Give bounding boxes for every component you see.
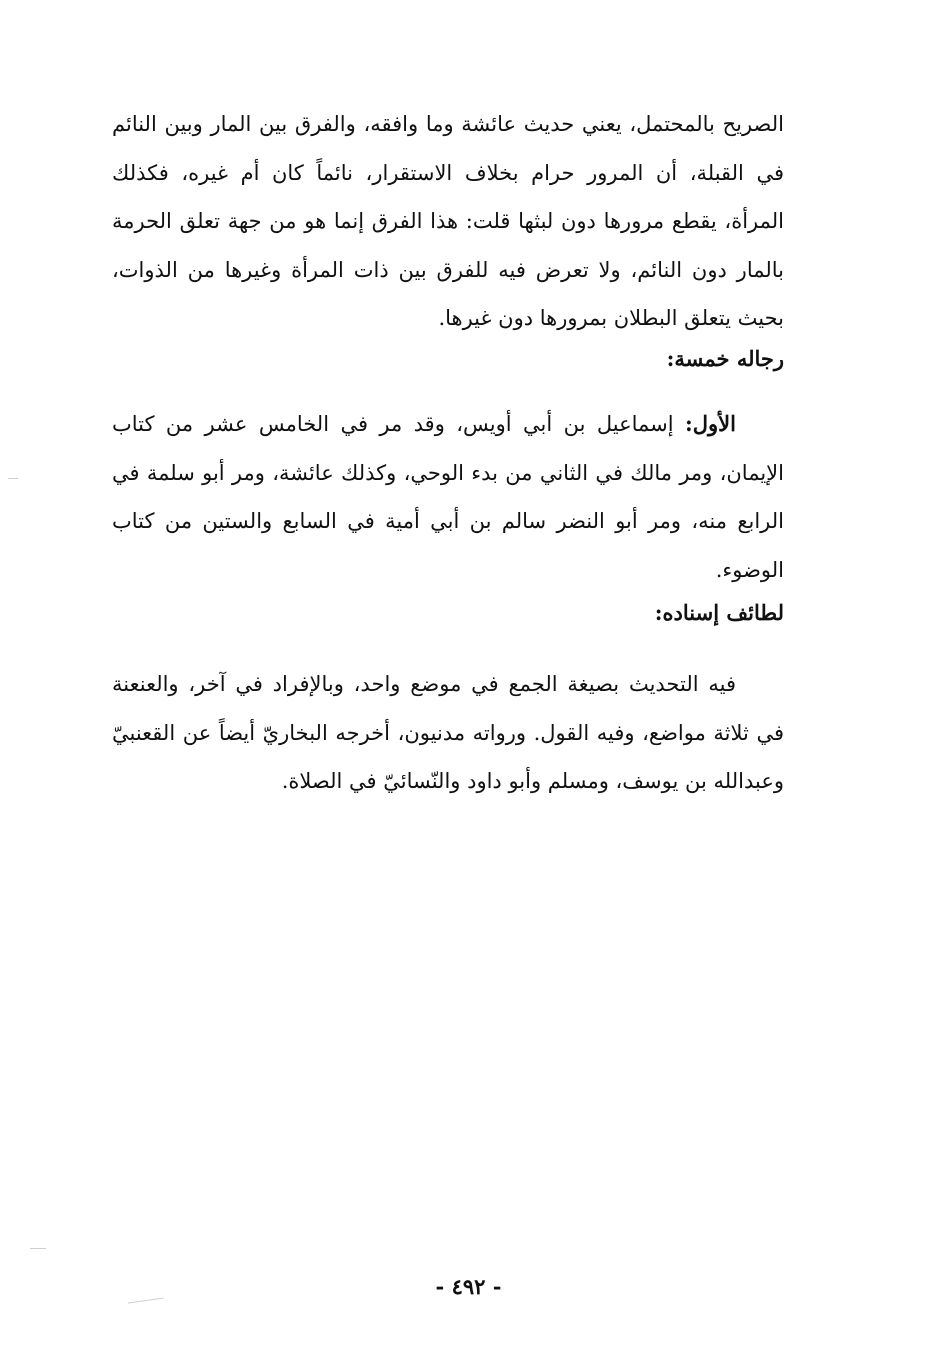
scan-artifact — [30, 1248, 46, 1249]
paragraph-narrators — [112, 400, 784, 594]
scan-artifact — [8, 478, 18, 479]
paragraph-comparison: الصريح بالمحتمل، يعني حديث عائشة وما وافقه، والفرق بين المار وبين النائم في القبلة، أن المرور حرام بخلاف الاستقرار، نائماً كان أم غيره، فكذلك المرأة، يقطع مرورها دون لبثها قلت: هذا الفرق إنما هو من جهة تعلق الحرمة بالمار دون النائم، ولا تعرض فيه للفرق بين ذات المرأة وغيرها من الذوات، بحيث يتعلق البطلان بمرورها دون غيرها. — [112, 112, 784, 330]
first-narrator-text: إسماعيل بن أبي أويس، وقد مر في الخامس عشر من كتاب الإيمان، ومر مالك في الثاني من بدء الوحي، وكذلك عائشة، ومر أبو سلمة في الرابع منه، ومر أبو النضر سالم بن أبي أمية في السابع والستين من كتاب الوضوء. — [112, 412, 784, 582]
first-narrator-label: الأول: — [685, 411, 736, 436]
heading-isnad: لطائف إسناده: — [654, 600, 784, 625]
page-number: - ٤٩٢ - — [435, 1274, 502, 1299]
paragraph-isnad: فيه التحديث بصيغة الجمع في موضع واحد، وبالإفراد في آخر، والعنعنة في ثلاثة مواضع، وفيه القول. ورواته مدنيون، أخرجه البخاريّ أيضاً عن القعنبيّ وعبدالله بن يوسف، ومسلم وأبو داود والنّسائيّ في الصلاة. — [112, 672, 785, 793]
heading-narrators: رجاله خمسة: — [666, 346, 784, 371]
